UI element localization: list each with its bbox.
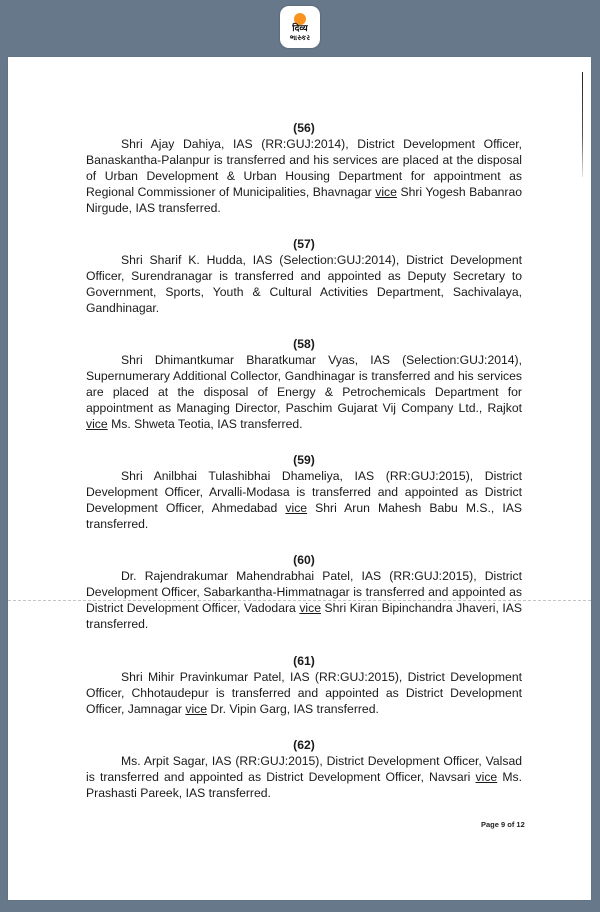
vice-word: vice bbox=[475, 770, 498, 784]
vice-word: vice bbox=[86, 417, 108, 431]
order-text-post: Shri Kiran Bipinchandra Jhaveri, IAS transferred. bbox=[86, 601, 522, 631]
order-text-post: Ms. Shweta Teotia, IAS transferred. bbox=[107, 417, 303, 431]
order-number: (58) bbox=[293, 337, 315, 351]
scan-artifact-line bbox=[582, 72, 583, 177]
order-text bbox=[86, 352, 522, 432]
order-number: (56) bbox=[293, 121, 315, 135]
order-text-pre: Shri Anilbhai Tulashibhai Dhameliya, IAS (RR:GUJ:2015), District Development Officer, Arvalli-Modasa is transferred and appointed as District Development Officer, Ahmedabad bbox=[86, 469, 522, 515]
vice-word: vice bbox=[285, 501, 308, 515]
order-text-pre: Shri Sharif K. Hudda, IAS (Selection:GUJ:2014), District Development Officer, Surendranagar is transferred and appointed as Deputy Secretary to Government, Sports, Youth & Cultural Activities Department, Sachivalaya, Gandhinagar. bbox=[86, 253, 522, 315]
order-number: (61) bbox=[293, 654, 315, 668]
order-text-post: Dr. Vipin Garg, IAS transferred. bbox=[207, 702, 379, 716]
order-item bbox=[86, 653, 522, 717]
order-text bbox=[86, 753, 522, 801]
divya-bhaskar-logo bbox=[280, 6, 320, 48]
page-number: Page 9 of 12 bbox=[481, 820, 525, 829]
order-item bbox=[86, 552, 522, 632]
order-number: (62) bbox=[293, 738, 315, 752]
vice-word: vice bbox=[185, 702, 208, 716]
order-text bbox=[86, 669, 522, 717]
logo-text-line1: दिव्य bbox=[292, 24, 308, 34]
order-text bbox=[86, 252, 522, 316]
order-item bbox=[86, 452, 522, 532]
order-item bbox=[86, 120, 522, 216]
order-text-post: Shri Yogesh Babanrao Nirgude, IAS transferred. bbox=[86, 185, 522, 215]
order-text-post: Shri Arun Mahesh Babu M.S., IAS transferred. bbox=[86, 501, 523, 531]
document-page bbox=[8, 57, 591, 900]
order-text-post: Ms. Prashasti Pareek, IAS transferred. bbox=[86, 770, 522, 800]
order-item bbox=[86, 236, 522, 316]
order-text bbox=[86, 136, 522, 216]
vice-word: vice bbox=[375, 185, 397, 199]
order-text bbox=[86, 468, 522, 532]
vice-word: vice bbox=[299, 601, 321, 615]
order-text-pre: Shri Mihir Pravinkumar Patel, IAS (RR:GUJ:2015), District Development Officer, Chhotaudepur is transferred and appointed as District Development Officer, Jamnagar bbox=[86, 670, 522, 716]
order-number: (59) bbox=[293, 453, 315, 467]
order-text-pre: Ms. Arpit Sagar, IAS (RR:GUJ:2015), District Development Officer, Valsad is transferred and appointed as District Development Officer, Navsari bbox=[86, 754, 522, 784]
order-text-pre: Shri Ajay Dahiya, IAS (RR:GUJ:2014), District Development Officer, Banaskantha-Palanpur is transferred and his services are placed at the disposal of Urban Development & Urban Housing Department for appointment as Regional Commissioner of Municipalities, Bhavnagar bbox=[86, 137, 522, 199]
order-text bbox=[86, 568, 522, 632]
order-number: (57) bbox=[293, 237, 315, 251]
order-text-pre: Shri Dhimantkumar Bharatkumar Vyas, IAS (Selection:GUJ:2014), Supernumerary Additional Collector, Gandhinagar is transferred and his services are placed at the disposal of Energy & Petrochemicals Department for appointment as Managing Director, Paschim Gujarat Vij Company Ltd., Rajkot bbox=[86, 353, 522, 415]
order-number: (60) bbox=[293, 553, 315, 567]
order-item bbox=[86, 336, 522, 432]
logo-text-line2: ભાસ્કર bbox=[289, 34, 311, 42]
order-text-pre: Dr. Rajendrakumar Mahendrabhai Patel, IAS (RR:GUJ:2015), District Development Officer, Sabarkantha-Himmatnagar is transferred and appointed as District Development Officer, Vadodara bbox=[86, 569, 522, 615]
orders-list bbox=[86, 120, 522, 801]
order-item bbox=[86, 737, 522, 801]
